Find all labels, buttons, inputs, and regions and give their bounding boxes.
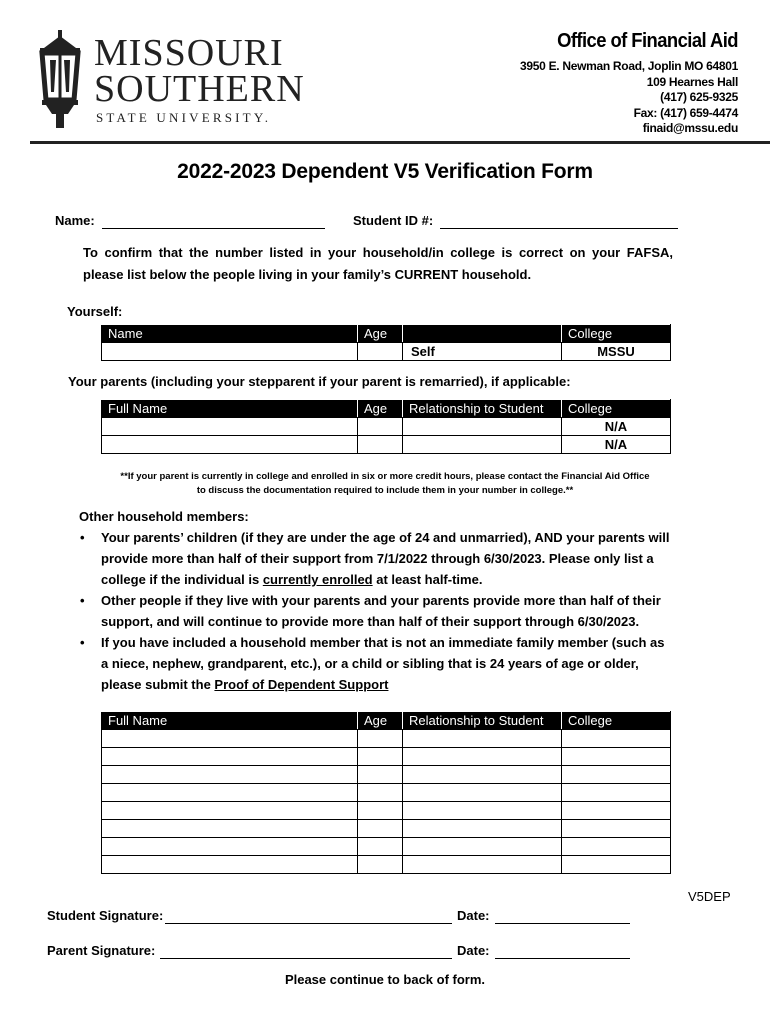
- age-cell[interactable]: [358, 766, 403, 784]
- parent-signature-field[interactable]: [160, 958, 452, 959]
- age-cell[interactable]: [358, 820, 403, 838]
- logo-text-southern: SOUTHERN: [94, 68, 305, 110]
- header-age: Age: [358, 400, 403, 418]
- college-cell: N/A: [562, 418, 671, 436]
- header-age: Age: [358, 712, 403, 730]
- college-cell[interactable]: [562, 838, 671, 856]
- relationship-cell[interactable]: [403, 802, 562, 820]
- proof-of-support-link[interactable]: Proof of Dependent Support: [214, 677, 389, 692]
- parent-college-note: [100, 470, 670, 498]
- list-item: [80, 632, 670, 695]
- relationship-cell[interactable]: [403, 748, 562, 766]
- bullet-icon: •: [80, 635, 85, 650]
- age-cell[interactable]: [358, 748, 403, 766]
- name-cell[interactable]: [102, 856, 358, 874]
- header-divider: [30, 141, 770, 144]
- student-signature-label: Student Signature:: [47, 908, 164, 923]
- relationship-cell[interactable]: [403, 418, 562, 436]
- relationship-cell[interactable]: [403, 820, 562, 838]
- header-full-name: Full Name: [102, 712, 358, 730]
- student-date-label: Date:: [457, 908, 490, 923]
- form-title: 2022-2023 Dependent V5 Verification Form: [177, 160, 593, 183]
- name-label: Name:: [55, 213, 95, 228]
- parent-date-field[interactable]: [495, 958, 630, 959]
- note-line-2: to discuss the documentation required to include them in your number in college.**: [196, 485, 574, 496]
- student-id-label: Student ID #:: [353, 213, 434, 228]
- name-cell[interactable]: [102, 418, 358, 436]
- college-cell[interactable]: [562, 784, 671, 802]
- logo-text-missouri: MISSOURI: [94, 32, 284, 74]
- table-row: [102, 802, 671, 820]
- office-contact-block: [520, 30, 738, 137]
- header-age: Age: [358, 325, 403, 343]
- name-cell[interactable]: [102, 436, 358, 454]
- name-cell[interactable]: [102, 838, 358, 856]
- age-cell[interactable]: [358, 418, 403, 436]
- name-cell[interactable]: [102, 343, 358, 361]
- student-signature-field[interactable]: [165, 923, 452, 924]
- underlined-text: currently enrolled: [262, 572, 373, 587]
- table-row: [102, 418, 671, 436]
- name-cell[interactable]: [102, 748, 358, 766]
- age-cell[interactable]: [358, 802, 403, 820]
- list-item: [80, 590, 670, 632]
- bullet-text-end: at least half-time.: [372, 572, 483, 587]
- table-row: [102, 820, 671, 838]
- continue-notice: Please continue to back of form.: [284, 972, 486, 987]
- relationship-cell[interactable]: [403, 436, 562, 454]
- note-line-1: **If your parent is currently in college and enrolled in six or more credit hours, please contact the Financial Aid Office: [120, 471, 650, 482]
- bullet-icon: •: [80, 530, 85, 545]
- other-members-table: [101, 711, 671, 874]
- student-date-field[interactable]: [495, 923, 630, 924]
- age-cell[interactable]: [358, 838, 403, 856]
- age-cell[interactable]: [358, 730, 403, 748]
- table-row: [102, 766, 671, 784]
- parent-signature-label: Parent Signature:: [47, 943, 156, 958]
- age-cell[interactable]: [358, 856, 403, 874]
- college-cell[interactable]: [562, 802, 671, 820]
- name-cell[interactable]: [102, 784, 358, 802]
- name-cell[interactable]: [102, 820, 358, 838]
- yourself-label: Yourself:: [67, 304, 123, 319]
- list-item: [80, 527, 670, 590]
- age-cell[interactable]: [358, 436, 403, 454]
- relationship-cell[interactable]: [403, 766, 562, 784]
- office-title: Office of Financial Aid: [557, 30, 738, 52]
- table-row: [102, 343, 671, 361]
- name-cell[interactable]: [102, 766, 358, 784]
- parents-label: Your parents (including your stepparent if your parent is remarried), if applicable:: [68, 374, 571, 389]
- bullet-text: If you have included a household member that is not an immediate family member (such as a niece, nephew, grandparent, etc.), or a child or sibling that is 24 years of age or older, please submit the: [101, 635, 665, 692]
- relationship-cell[interactable]: [403, 856, 562, 874]
- name-cell[interactable]: [102, 730, 358, 748]
- student-id-field[interactable]: [440, 228, 678, 229]
- table-header-row: [102, 712, 671, 730]
- college-cell: N/A: [562, 436, 671, 454]
- relationship-cell[interactable]: [403, 784, 562, 802]
- header-college: College: [562, 712, 671, 730]
- header-college: College: [562, 400, 671, 418]
- instructions-list: [80, 527, 670, 695]
- header-relationship: Relationship to Student: [403, 400, 562, 418]
- other-members-label: Other household members:: [79, 509, 249, 524]
- name-cell[interactable]: [102, 802, 358, 820]
- bullet-text: Other people if they live with your parents and your parents provide more than half of their support, and will continue to provide more than half of their support through 6/30/2023.: [101, 593, 661, 629]
- office-fax: Fax: (417) 659-4474: [633, 105, 738, 120]
- parents-table: [101, 399, 671, 454]
- college-cell[interactable]: [562, 766, 671, 784]
- yourself-table: [101, 324, 671, 361]
- header-blank: [403, 325, 562, 343]
- logo-text-state-university: STATE UNIVERSITY.: [96, 110, 272, 125]
- header-college: College: [562, 325, 671, 343]
- office-hall: 109 Hearnes Hall: [646, 74, 738, 89]
- table-row: [102, 748, 671, 766]
- relationship-cell: Self: [403, 343, 562, 361]
- header-full-name: Full Name: [102, 400, 358, 418]
- table-row: [102, 856, 671, 874]
- university-logo: [32, 30, 305, 128]
- office-email[interactable]: finaid@mssu.edu: [642, 121, 738, 135]
- table-row: [102, 838, 671, 856]
- intro-text: To confirm that the number listed in your household/in college is correct on your FAFSA, please list below the people living in your family’s CURRENT household.: [83, 245, 673, 282]
- table-header-row: [102, 400, 671, 418]
- form-code: V5DEP: [688, 889, 731, 904]
- age-cell[interactable]: [358, 784, 403, 802]
- office-phone: (417) 625-9325: [660, 90, 738, 104]
- header-relationship: Relationship to Student: [403, 712, 562, 730]
- college-cell[interactable]: [562, 856, 671, 874]
- table-row: [102, 784, 671, 802]
- bullet-text: Your parents’ children (if they are under the age of 24 and unmarried), AND your parents will provide more than half of their support from 7/1/2022 through 6/30/2023. Please only list a college if the individual is: [101, 530, 670, 587]
- college-cell[interactable]: [562, 748, 671, 766]
- header-name: Name: [102, 325, 358, 343]
- relationship-cell[interactable]: [403, 838, 562, 856]
- lantern-icon: [32, 30, 88, 128]
- college-cell[interactable]: [562, 820, 671, 838]
- college-cell: MSSU: [562, 343, 671, 361]
- table-row: [102, 436, 671, 454]
- office-address: 3950 E. Newman Road, Joplin MO 64801: [520, 59, 738, 73]
- parent-date-label: Date:: [457, 943, 490, 958]
- relationship-cell[interactable]: [403, 730, 562, 748]
- college-cell[interactable]: [562, 730, 671, 748]
- table-row: [102, 730, 671, 748]
- name-field[interactable]: [102, 228, 325, 229]
- bullet-icon: •: [80, 593, 85, 608]
- age-cell[interactable]: [358, 343, 403, 361]
- table-header-row: [102, 325, 671, 343]
